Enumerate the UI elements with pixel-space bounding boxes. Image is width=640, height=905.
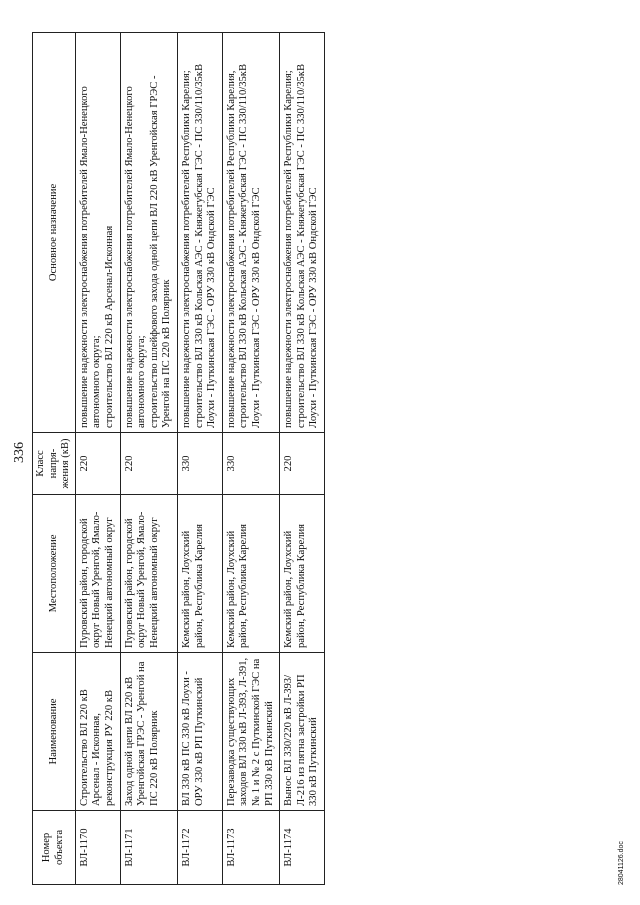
file-name: 28041126.doc xyxy=(618,841,625,885)
object-voltage: 220 xyxy=(75,433,120,495)
object-id: ВЛ-1172 xyxy=(177,811,222,885)
header-location: Местоположение xyxy=(33,495,76,653)
table-row xyxy=(120,33,177,885)
object-name: Вынос ВЛ 330/220 кВ Л-393/Л-216 из пятна застройки РП 330 кВ Путкинский xyxy=(280,653,325,811)
table-row xyxy=(222,33,279,885)
table-row xyxy=(177,33,222,885)
header-voltage: Класс напря-жения (кВ) xyxy=(33,433,76,495)
object-purpose xyxy=(120,33,177,433)
table-body xyxy=(75,33,324,885)
header-id: Номер объекта xyxy=(33,811,76,885)
object-location: Кемский район, Лоухский район, Республика Карелия xyxy=(177,495,222,653)
object-id: ВЛ-1171 xyxy=(120,811,177,885)
purpose-line: повышение надежности электроснабжения потребителей Ямало-Ненецкого автономного округа; xyxy=(78,86,103,428)
object-name: Заход одной цепи ВЛ 220 кВ Уренгойская ГРЭС - Уренгой на ПС 220 кВ Полярник xyxy=(120,653,177,811)
object-purpose xyxy=(280,33,325,433)
object-id: ВЛ-1173 xyxy=(222,811,279,885)
object-purpose xyxy=(75,33,120,433)
object-name: Перезаводка существующих заходов ВЛ 330 кВ Л-393, Л-391, № 1 и № 2 с Путкинской ГЭС на РП 330 кВ Путкинский xyxy=(222,653,279,811)
purpose-line: строительство шлейфового захода одной цепи ВЛ 220 кВ Уренгойская ГРЭС - Уренгой на ПС 220 кВ Полярник xyxy=(148,75,173,428)
objects-table xyxy=(32,32,325,885)
object-id: ВЛ-1174 xyxy=(280,811,325,885)
table-row xyxy=(75,33,120,885)
purpose-line: повышение надежности электроснабжения потребителей Республики Карелия; xyxy=(180,70,192,428)
purpose-line: строительство ВЛ 220 кВ Арсенал-Исконная xyxy=(103,225,115,428)
purpose-line: повышение надежности электроснабжения потребителей Республики Карелия; xyxy=(283,70,295,428)
purpose-line: Лоухи - Путкинская ГЭС - ОРУ 330 кВ Ондской ГЭС xyxy=(206,187,218,428)
purpose-line: Лоухи - Путкинская ГЭС - ОРУ 330 кВ Ондской ГЭС xyxy=(250,187,262,428)
purpose-line: повышение надежности электроснабжения потребителей Республики Карелия, xyxy=(225,70,237,428)
purpose-line: Лоухи - Путкинская ГЭС - ОРУ 330 кВ Ондской ГЭС xyxy=(308,187,320,428)
object-name: Строительство ВЛ 220 кВ Арсенал - Исконная, реконструкция РУ 220 кВ xyxy=(75,653,120,811)
table-row xyxy=(280,33,325,885)
purpose-line: строительство ВЛ 330 кВ Кольская АЭС - Княжегубская ГЭС - ПС 330/110/35кВ xyxy=(295,63,307,428)
object-voltage: 220 xyxy=(120,433,177,495)
object-location: Кемский район, Лоухский район, Республика Карелия xyxy=(280,495,325,653)
object-purpose xyxy=(177,33,222,433)
object-purpose xyxy=(222,33,279,433)
purpose-line: строительство ВЛ 330 кВ Кольская АЭС - Княжегубская ГЭС - ПС 330/110/35кВ xyxy=(238,63,250,428)
object-location: Кемский район, Лоухский район, Республика Карелия xyxy=(222,495,279,653)
object-voltage: 330 xyxy=(222,433,279,495)
header-purpose: Основное назначение xyxy=(33,33,76,433)
header-name: Наименование xyxy=(33,653,76,811)
table-header-row xyxy=(33,33,76,885)
page-number: 336 xyxy=(12,442,27,463)
purpose-line: повышение надежности электроснабжения потребителей Ямало-Ненецкого автономного округа; xyxy=(123,86,148,428)
object-name: ВЛ 330 кВ ПС 330 кВ Лоухи - ОРУ 330 кВ РП Путкинский xyxy=(177,653,222,811)
object-voltage: 220 xyxy=(280,433,325,495)
purpose-line: строительство ВЛ 330 кВ Кольская АЭС - Княжегубская ГЭС - ПС 330/110/35кВ xyxy=(193,63,205,428)
object-id: ВЛ-1170 xyxy=(75,811,120,885)
object-location: Пуровский район, городской округ Новый Уренгой, Ямало-Ненецкий автономный округ xyxy=(75,495,120,653)
object-voltage: 330 xyxy=(177,433,222,495)
object-location: Пуровский район, городской округ Новый Уренгой, Ямало-Ненецкий автономный округ xyxy=(120,495,177,653)
